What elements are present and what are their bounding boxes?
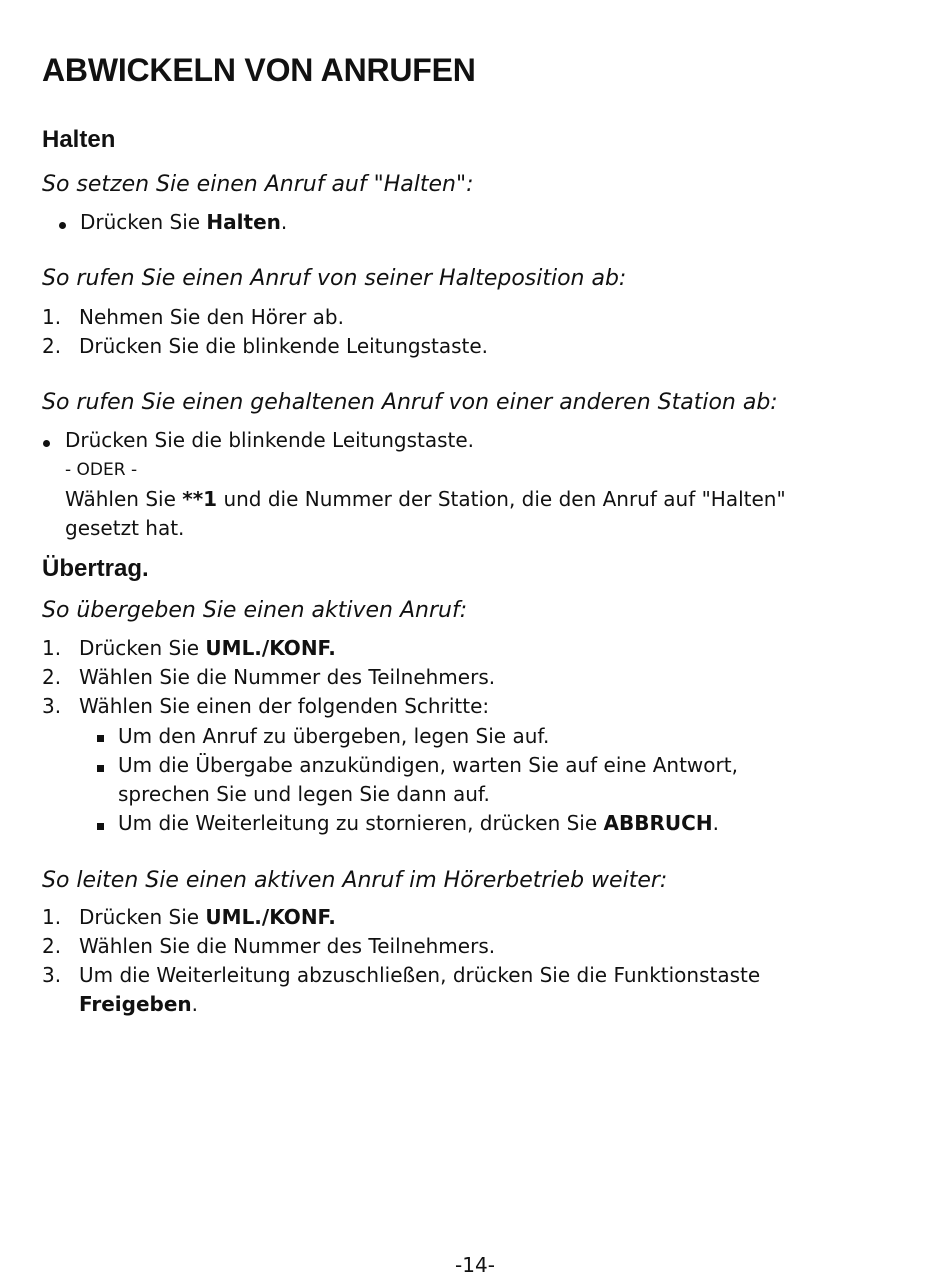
step-number: 2. (42, 934, 62, 958)
step-number: 2. (42, 334, 62, 358)
hold-intro: So setzen Sie einen Anruf auf "Halten": (42, 172, 474, 197)
section-heading-halten: Halten (42, 126, 116, 153)
transfer-option-2-line2: sprechen Sie und legen Sie dann auf. (118, 782, 490, 806)
hold-key-label: Halten (206, 210, 281, 234)
transfer-intro: So übergeben Sie einen aktiven Anruf: (42, 598, 468, 623)
step-number: 1. (42, 905, 62, 929)
transfer-option-3 (118, 811, 719, 835)
transfer-step-3: Wählen Sie einen der folgenden Schritte: (79, 694, 490, 718)
retrieve-other-alt-line2: gesetzt hat. (65, 516, 185, 540)
retrieve-step-2: Drücken Sie die blinkende Leitungstaste. (79, 334, 489, 358)
step-number: 3. (42, 963, 62, 987)
step-number: 1. (42, 305, 62, 329)
page-title: ABWICKELN VON ANRUFEN (42, 52, 476, 88)
square-bullet-icon (97, 735, 104, 742)
square-bullet-icon (97, 765, 104, 772)
alt-text: Wählen Sie (65, 487, 183, 511)
option-text-end: . (712, 811, 719, 835)
hold-instruction (80, 210, 287, 234)
bullet-icon (43, 440, 50, 447)
transfer-step-2: Wählen Sie die Nummer des Teilnehmers. (79, 665, 496, 689)
transfer-step-1 (79, 636, 336, 660)
step-text-end: . (191, 992, 199, 1016)
hold-instruction-end: . (280, 210, 288, 234)
retrieve-other-intro: So rufen Sie einen gehaltenen Anruf von einer anderen Station ab: (42, 390, 778, 415)
handsfree-step-3: Um die Weiterleitung abzuschließen, drücken Sie die Funktionstaste (79, 963, 761, 987)
handsfree-step-2: Wählen Sie die Nummer des Teilnehmers. (79, 934, 496, 958)
section-heading-uebertrag: Übertrag. (42, 555, 149, 582)
option-text: Um die Weiterleitung zu stornieren, drücken Sie (118, 811, 604, 835)
bullet-icon (59, 222, 66, 229)
alt-text-end: und die Nummer der Station, die den Anruf auf "Halten" (217, 487, 786, 511)
retrieve-intro: So rufen Sie einen Anruf von seiner Halteposition ab: (42, 266, 627, 291)
retrieve-other-alt (65, 487, 786, 511)
key-label: ABBRUCH (603, 811, 713, 835)
handsfree-step-3-line2 (79, 992, 198, 1016)
step-text: Drücken Sie (79, 636, 206, 660)
retrieve-other-step: Drücken Sie die blinkende Leitungstaste. (65, 428, 475, 452)
step-number: 3. (42, 694, 62, 718)
handsfree-step-1 (79, 905, 336, 929)
key-label: UML./KONF. (205, 636, 336, 660)
step-text: Drücken Sie (79, 905, 206, 929)
step-number: 1. (42, 636, 62, 660)
key-label: UML./KONF. (205, 905, 336, 929)
page-number: -14- (455, 1253, 495, 1277)
square-bullet-icon (97, 823, 104, 830)
transfer-option-2: Um die Übergabe anzukündigen, warten Sie auf eine Antwort, (118, 753, 738, 777)
key-label: Freigeben (79, 992, 192, 1016)
oder-separator: - ODER - (65, 460, 138, 480)
retrieve-step-1: Nehmen Sie den Hörer ab. (79, 305, 344, 329)
transfer-option-1: Um den Anruf zu übergeben, legen Sie auf. (118, 724, 550, 748)
code-label: **1 (182, 487, 218, 511)
handsfree-intro: So leiten Sie einen aktiven Anruf im Hörerbetrieb weiter: (42, 868, 668, 893)
hold-instruction-text: Drücken Sie (80, 210, 207, 234)
step-number: 2. (42, 665, 62, 689)
